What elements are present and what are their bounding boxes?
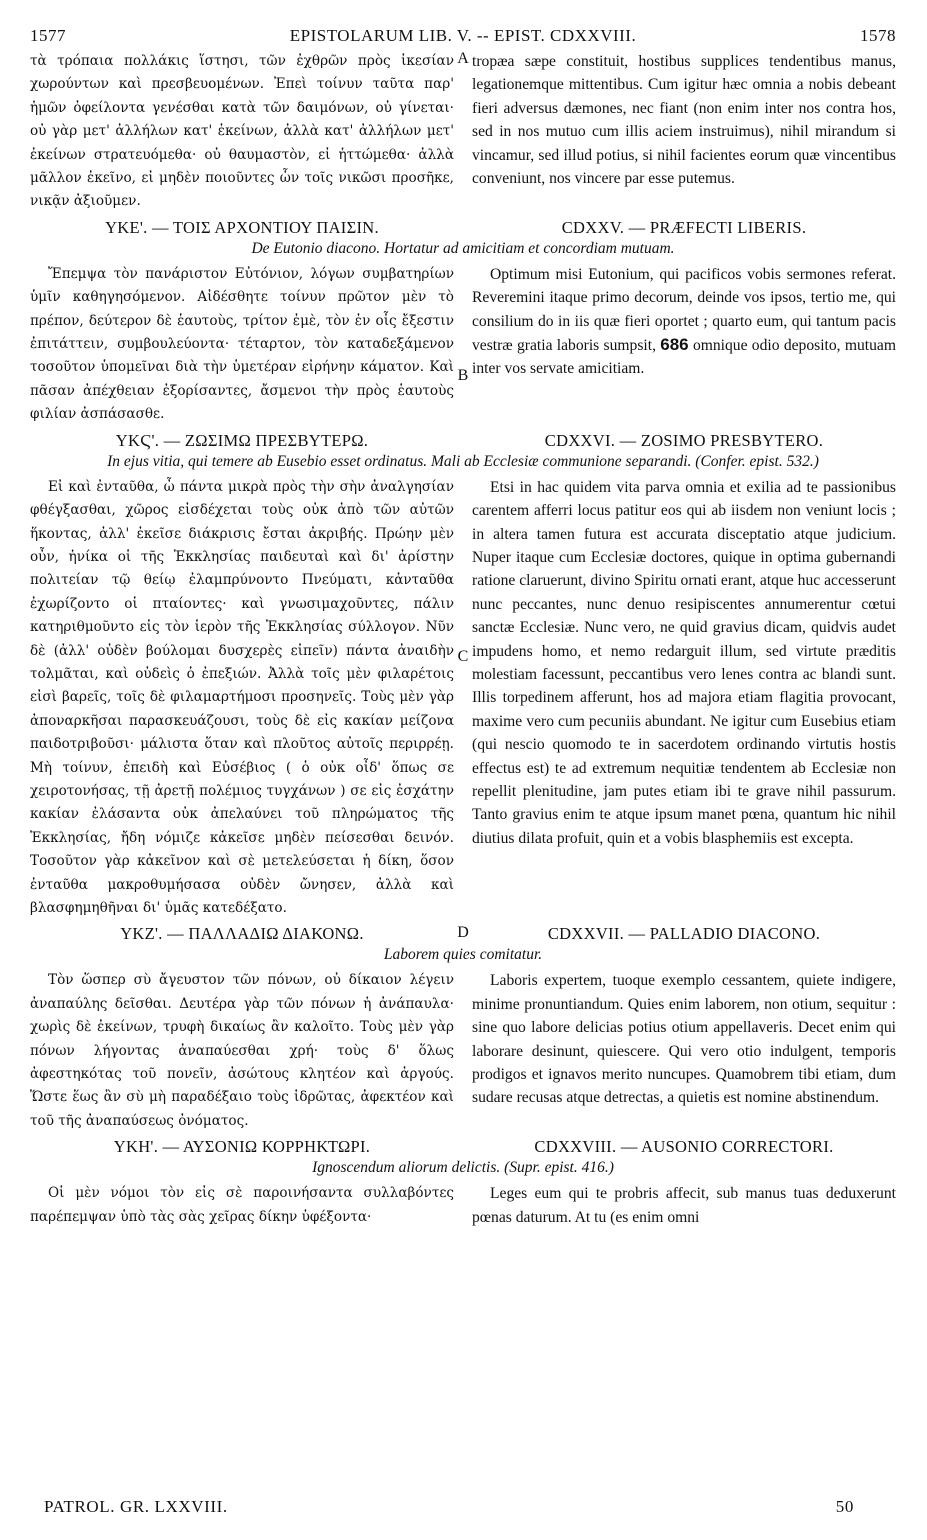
greek-heading: ΥΚΖ'. — ΠΑΛΛΑΔΙΩ ΔΙΑΚΟΝΩ.: [120, 924, 364, 944]
margin-marker-b: B: [457, 366, 469, 384]
left-page-number: 1577: [30, 26, 66, 45]
letter-summary: Laborem quies comitatur.: [383, 946, 543, 964]
right-page-number: 1578: [859, 26, 896, 45]
margin-marker-a: A: [457, 50, 469, 67]
margin-marker-c: C: [457, 647, 469, 665]
greek-heading: ΥΚΗ'. — ΑΥΣΟΝΙΩ ΚΟΡΡΗΚΤΩΡΙ.: [113, 1137, 371, 1157]
greek-text: Οἱ μὲν νόμοι τὸν εἰς σὲ παροινήσαντα συλλαβόντες παρέπεμψαν ὑπὸ τὰς σὰς χεῖρας δίκην ὑφέξοντα·: [30, 1185, 454, 1225]
letter-headings: [30, 431, 896, 451]
latin-heading: CDXXVII. — PALLADIO DIACONO.: [547, 924, 821, 944]
letter-body: [30, 476, 896, 921]
page-footer: [44, 1497, 854, 1517]
intro-block: [30, 50, 896, 214]
margin-marker-d: D: [457, 924, 469, 942]
letter-cdxxviii: [30, 1137, 896, 1229]
letter-summary: In ejus vitia, qui temere ab Eusebio esset ordinatus. Mali ab Ecclesiæ communione separandi. (Confer. epist. 532.): [107, 452, 819, 470]
latin-text: Leges eum qui te probris affecit, sub manus tuas deduxerunt pœnas daturum. At tu (es enim omni: [472, 1185, 896, 1226]
greek-text: Εἰ καὶ ἐνταῦθα, ὦ πάντα μικρὰ πρὸς τὴν σὴν ἀναλγησίαν φθέγξασθαι, χῶρος εἰσδέχεται τοὺς οὐκ ἀπὸ τῶν αὐτῶν ἥκοντας, ἀλλ' ἐκεῖσε διάκρισις ἔσται ἀκριβής. Πρώην μὲν οὖν, ἡνίκα οἱ τῆς Ἐκκλησίας παιδευταὶ καὶ δι' ἀρίστην πολιτείαν τῷ θείῳ ἐλαμπρύνοντο Πνεύματι, κἀνταῦθα ἐχωρίζοντο οἱ πταίοντες· καὶ γνωσιμαχοῦντες, πάλιν κατηριθμοῦντο εἰς τὸν ἱερὸν τῆς Ἐκκλησίας σύλλογον. Νῦν δὲ (ἀλλ' οὐδὲν βούλομαι δυσχερὲς εἰπεῖν) πάντα ἀναιδὴν τολμᾶται, καὶ οὐδεὶς ὁ ἐπεξιών. Ἀλλὰ τοῖς μὲν φιλαρέτοις εἰσὶ βαρεῖς, τοῖς δὲ φιλαμαρτήμοσι προσηνεῖς. Τοὺς μὲν γὰρ ἀποναρκῆσαι παρασκευάζουσι, τοὺς δὲ εἰς κακίαν μείζονα παιδοτριβοῦσι· μάλιστα ὅταν καὶ πλοῦτος αὐτοῖς περιρρέῃ. Μὴ τοίνυν, ἐπειδὴ καὶ Εὐσέβιος ( ὁ οὐκ οἶδ' ὅπως σε χειροτονήσας, τῇ ἀρετῇ πολέμιος τυγχάνων ) σε εἰς ἐσχάτην κακίαν ἐλάσαντα οὐκ ἀπελαύνει τοῦ πληρώματος τῆς Ἐκκλησίας, ἤδη νόμιζε κἀκεῖσε μηδὲν πείσεσθαι δεινόν. Τοσοῦτον γὰρ κἀκεῖνον καὶ σὲ μετελεύσεται ἡ δίκη, ὅσον ἐνταῦθα μακροθυμήσασα οὐδὲν ὤνησεν, ἀλλὰ καὶ βλασφημηθῆναι δι' ὑμᾶς κατεδέξατο.: [30, 478, 454, 916]
greek-text: Τὸν ὥσπερ σὺ ἄγευστον τῶν πόνων, οὐ δίκαιον λέγειν ἀναπαύλης δεῖσθαι. Δευτέρα γὰρ τῶν πόνων ἡ ἀνάπαυλα· χωρὶς δὲ ἐκείνων, τρυφὴ δικαίως ἂν καλοῖτο. Τοὺς μὲν γὰρ πόνων λήγοντας ἀναπαύεσθαι χρή· τοὺς δ' ὅλως ἀφεστηκότας τοῦ πονεῖν, ἀσώτους κλητέον καὶ ἀργούς. Ὥστε ἕως ἂν σὺ μὴ παραδέξαιο τοὺς ἱδρῶτας, ἀφεκτέον καὶ τοῦ τῆς ἀναπαύσεως ὀνόματος.: [30, 972, 454, 1129]
letter-body: [30, 969, 896, 1133]
latin-text-part-2: omnique odio deposito, mutuam inter vos servate amicitiam.: [472, 337, 896, 378]
footer-signature: PATROL. GR. LXXVIII.: [44, 1497, 228, 1516]
letter-body: [30, 263, 896, 427]
running-head: [30, 26, 896, 46]
latin-text: [472, 263, 896, 427]
latin-heading: CDXXVIII. — AUSONIO CORRECTORI.: [534, 1137, 834, 1157]
letter-summary: Ignoscendum aliorum delictis. (Supr. epist. 416.): [312, 1159, 614, 1177]
latin-text: Laboris expertem, tuoque exemplo cessantem, quiete indigere, minime pronuntiandum. Quies enim laborem, non otium, sequitur : sine quo labore delicias potius otium appellaveris. Decet enim qui laborare desinunt, quiescere. Qui vero otio indulgent, temporis prodigos et ignavos merito nuncupes. Quamobrem tibi etiam, dum sudare recusas atque detrectas, a quietis est nomine abstinendum.: [472, 972, 896, 1107]
letter-cdxxvi: [30, 431, 896, 921]
greek-text: Ἔπεμψα τὸν πανάριστον Εὐτόνιον, λόγων συμβατηρίων ὑμῖν καθηγησόμενον. Αἰδέσθητε τοίνυν πρῶτον μὲν τὸ πρέπον, δεύτερον δὲ ἑαυτοὺς, τρίτον ἐμὲ, τὸν ἐν οἷς ἔξεστιν ἐπιτάττειν, συμβουλεύοντα· τέταρτον, τὸν καταδεξάμενον τοσοῦτον ὑπομεῖναι διὰ τὴν ὑμετέραν εἰρήνην κάματον. Καὶ πᾶσαν ἀπέχθειαν ἐξορίσαντες, ἄσμενοι τὴν πρὸς ἑαυτοὺς φιλίαν ἀσπάσασθε.: [30, 265, 454, 423]
latin-heading: CDXXV. — PRÆFECTI LIBERIS.: [561, 217, 807, 237]
greek-heading: ΥΚϚ'. — ΖΩΣΙΜΩ ΠΡΕΣΒΥΤΕΡΩ.: [115, 430, 369, 450]
page: [30, 26, 896, 1229]
column-number: 686: [660, 335, 689, 355]
greek-heading: ΥΚΕ'. — ΤΟΙΣ ΑΡΧΟΝΤΙΟΥ ΠΑΙΣΙΝ.: [105, 217, 379, 237]
letter-headings: [30, 218, 896, 238]
latin-heading: CDXXVI. — ZOSIMO PRESBYTERO.: [544, 430, 824, 450]
footer-sheet-number: 50: [835, 1497, 854, 1516]
letter-headings: [30, 924, 896, 944]
latin-text-part-1: Optimum misi Eutonium, qui pacificos vobis sermones referat. Reveremini itaque primo decorum, deinde vos ipsos, tertio me, qui consilium do in iis quæ fieri oportet ; quarto eum, qui tantum pacis vestræ gratia laboris sumpsit,: [472, 265, 896, 355]
intro-latin: tropæa sæpe constituit, hostibus supplices tendentibus manus, legationemque mittentibus. Cum igitur hæc omnia a nobis debeant fieri adversus dæmones, nec fiant (non enim inter nos contra hos, sed in nos mutuo cum illis aciem instruimus), nihil mirandum si vincamur, sed illud potius, si nihil facientes eorum quæ vincentibus conveniunt, nos vincere par esse putemus.: [472, 53, 896, 188]
letter-cdxxvii: [30, 924, 896, 1133]
running-title: EPISTOLARUM LIB. V. -- EPIST. CDXXVIII.: [289, 26, 637, 45]
intro-greek: τὰ τρόπαια πολλάκις ἵστησι, τῶν ἐχθρῶν πρὸς ἱκεσίαν χωρούντων καὶ πρεσβευομένων. Ἐπεὶ τοίνυν ταῦτα παρ' ἡμῶν ὀφείλοντα γενέσθαι κατὰ τῶν δαιμόνων, οὐ γίνεται· οὐ γὰρ μετ' ἀλλήλων κατ' ἐκείνων, ἀλλὰ κατ' ἀλλήλων μετ' ἐκείνων στρατευόμεθα· οὐ θαυμαστὸν, εἰ ἡττώμεθα· ἀλλὰ μᾶλλον ἐκεῖνο, εἰ μηδὲν ποιοῦντες ὧν τοῖς νικῶσι προσῆκε, νικᾷν ἀξιοῦμεν.: [30, 53, 454, 210]
letter-cdxxv: [30, 218, 896, 427]
letter-summary: De Eutonio diacono. Hortatur ad amicitiam et concordiam mutuam.: [251, 239, 675, 257]
latin-text: Etsi in hac quidem vita parva omnia et exilia ad te passionibus carentem afferri locus patitur eos qui ab iisdem non veniunt locis ; in altera tamen futura est accurata disceptatio atque judicium. Nuper itaque cum Ecclesiæ doctores, quique in optima gubernandi ratione claruerunt, divino Spiritu ornati erant, atque huc accesserunt nunc peccantes, nunc denuo resipiscentes annumerentur cœtui sanctæ Ecclesiæ. Nunc vero, ne quid gravius dicam, quidvis audet impudens homo, et nemo redarguit illum, sed virtute præditis molestiam facessunt, peccantibus vero lenes contra ac blandi sunt. Illis torpedinem afferunt, hos ad majora etiam flagitia provocant, maxime vero cum pecuniis abundant. Ne igitur cum Eusebius etiam (qui nescio quomodo te in sacerdotem ordinando virtutis hostis effectus est) te ad extremum nequitiæ tendentem ab Ecclesiæ non repellit plenitudine, jam putes etiam ibi te grave nihil passurum. Tanto gravius enim te atque ipsum manet pœna, quantum hic nihil diutius dilata profuit, quin et a vobis blasphemiis est excepta.: [472, 478, 896, 847]
letter-body: [30, 1182, 896, 1229]
letter-headings: [30, 1137, 896, 1157]
